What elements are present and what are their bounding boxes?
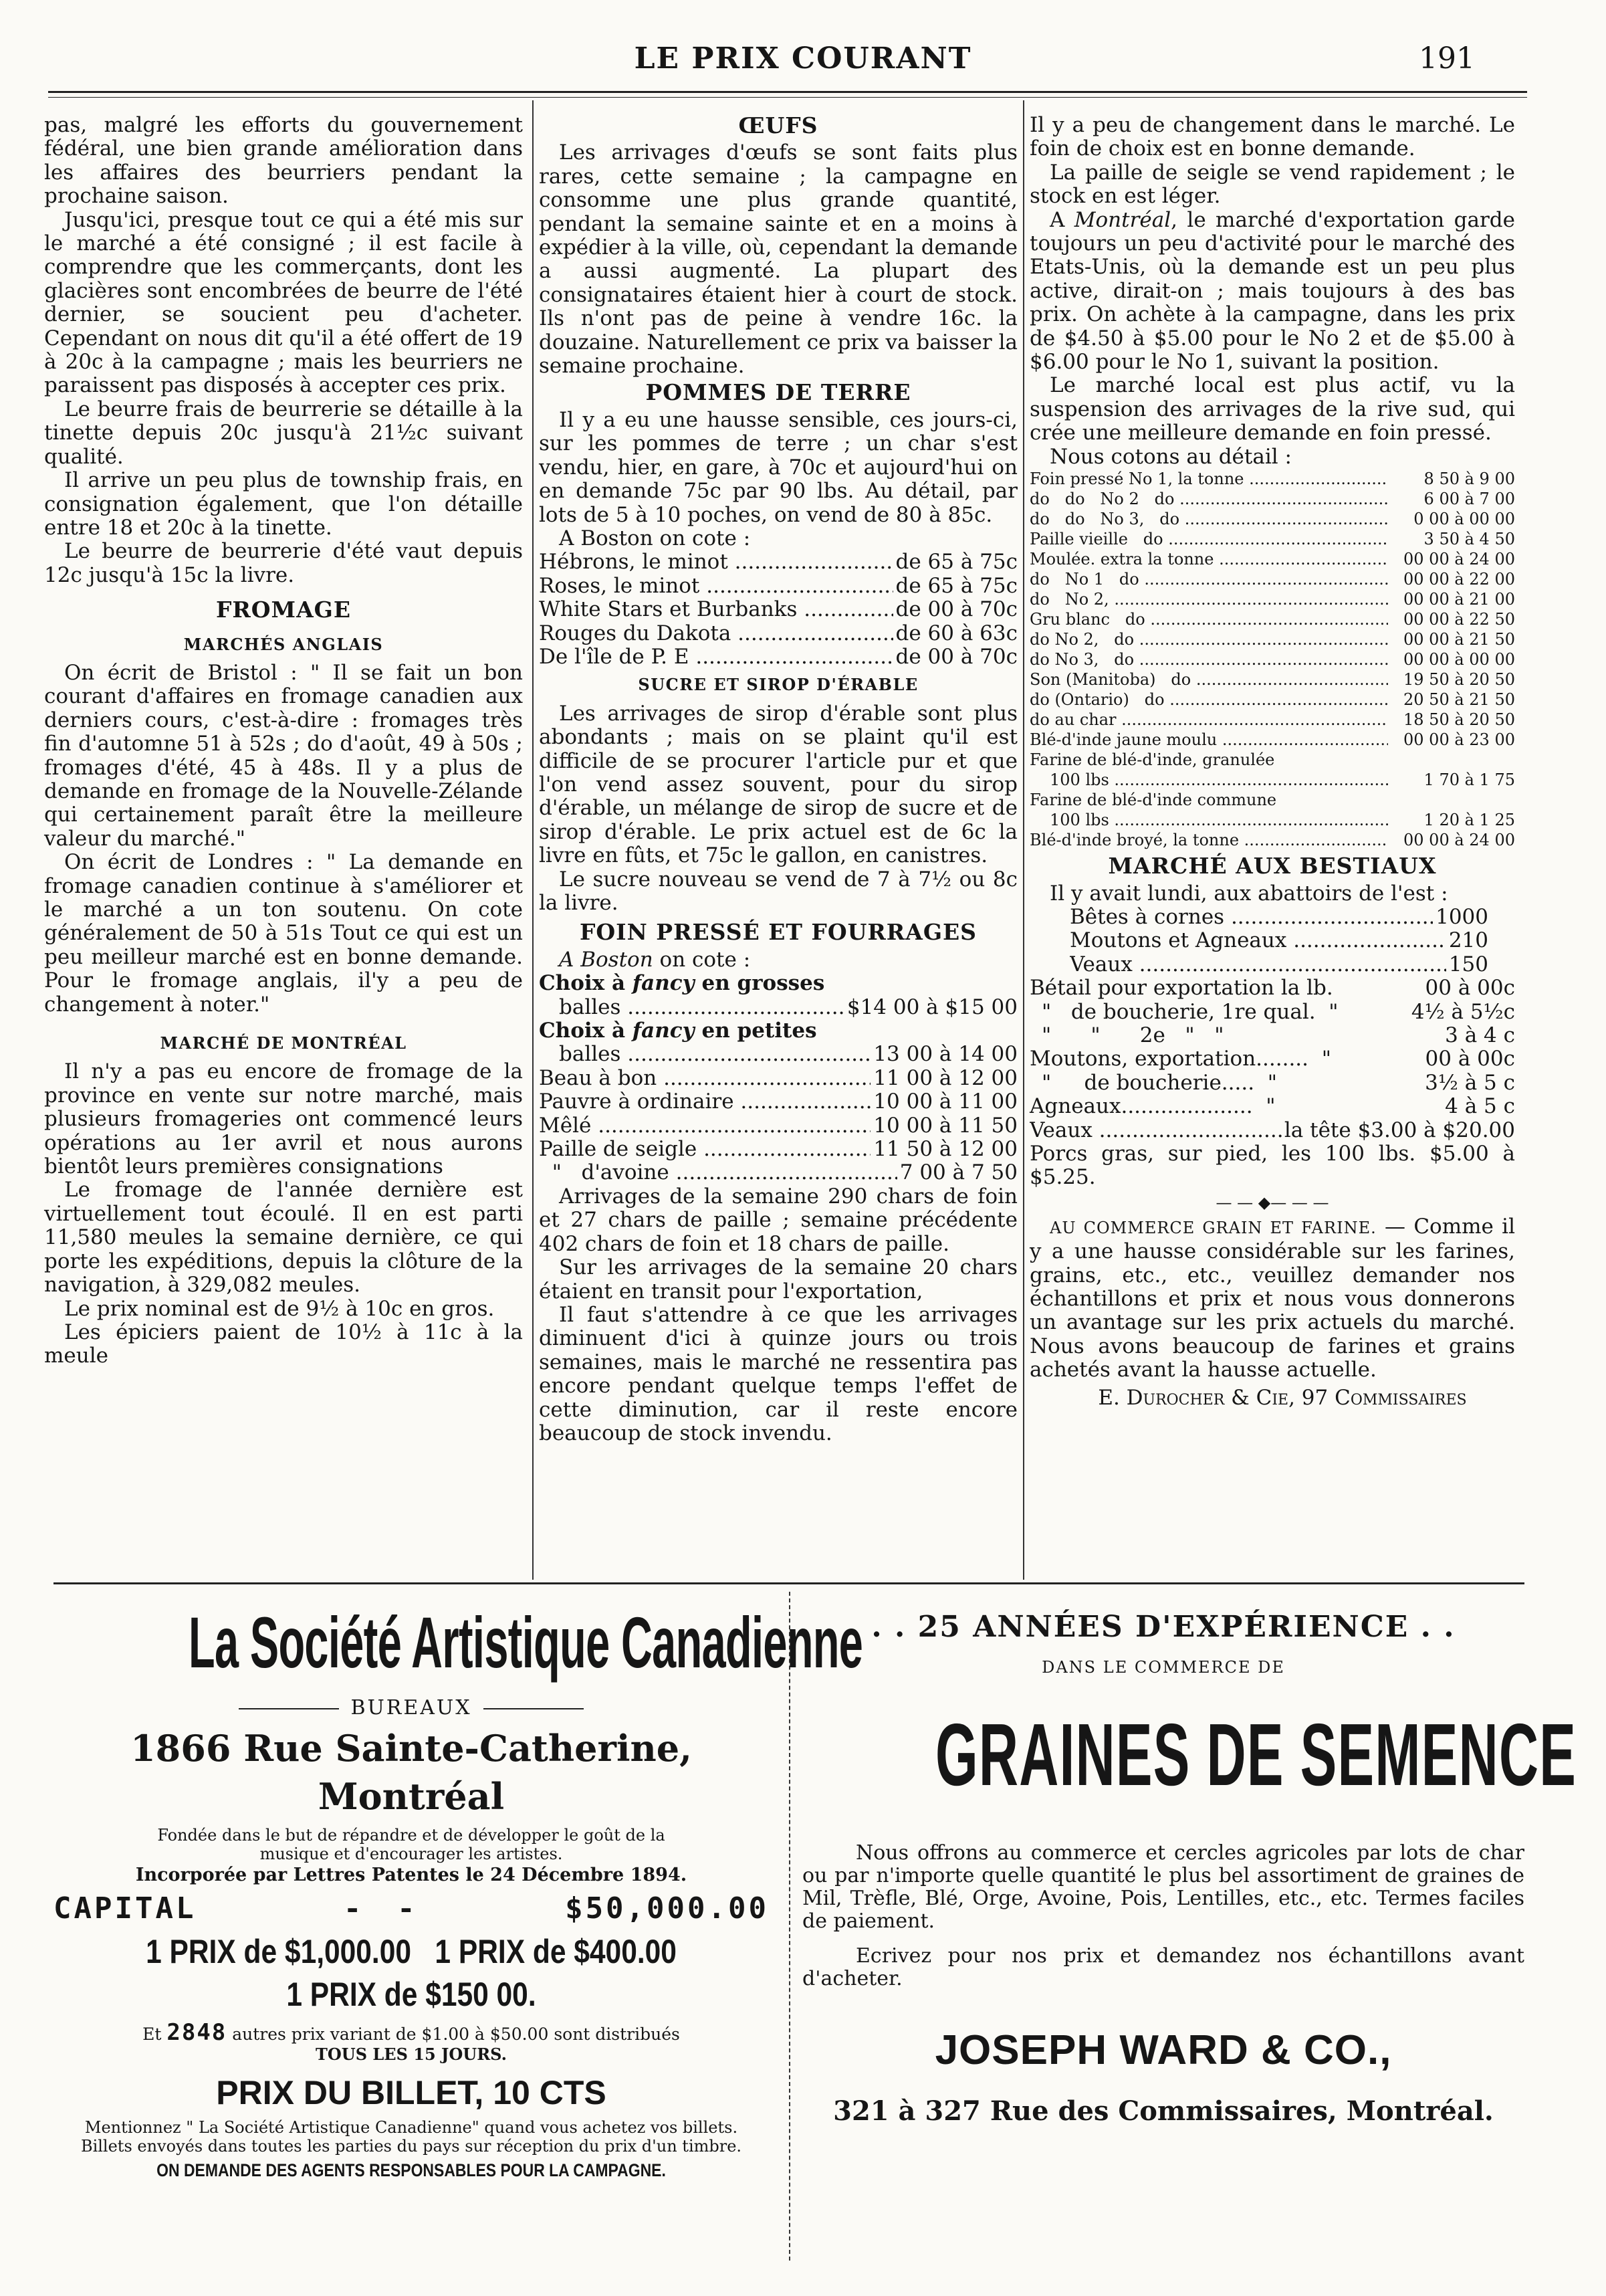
price-row <box>1030 1001 1515 1024</box>
price-label: Moutons et Agneaux ..... <box>1070 929 1446 952</box>
potatoes-paragraph: Il y a eu une hausse sensible, ces jours-ci, sur les pommes de terre ; un char s'est vendu, hier, en gare, à 70c et aujourd'hui on en demande 75c par 90 lbs. Au détail, par lots de 5 à 10 poches, on vend de 80 à 85c. <box>539 407 1018 527</box>
subheading-marche-montreal: MARCHÉ DE MONTRÉAL <box>160 1033 407 1053</box>
price-value: de 00 à 70c <box>895 644 1018 669</box>
price-value: $14 00 à $15 00 <box>846 995 1018 1019</box>
table-label: 100 lbs ..... <box>1050 810 1388 830</box>
price-label: " d'avoine ..... <box>539 1161 897 1184</box>
ad-et: Et <box>142 2024 162 2044</box>
table-label: do No 1 do ..... <box>1030 569 1388 589</box>
price-label: Bétail pour exportation la lb. <box>1030 976 1333 1001</box>
table-row <box>1030 690 1515 710</box>
price-row <box>539 1161 1018 1184</box>
table-label: do No 2, ..... <box>1030 589 1388 609</box>
table-value: 00 00 à 22 50 <box>1403 610 1515 629</box>
table-value: 0 00 à 00 00 <box>1413 510 1515 529</box>
divider-line <box>239 1708 339 1709</box>
hay-label-fancy: fancy <box>632 971 695 996</box>
table-value: 1 20 à 1 25 <box>1423 811 1515 830</box>
section-heading-fromage: FROMAGE <box>215 597 352 623</box>
price-label: Bêtes à cornes ..... <box>1070 906 1433 929</box>
table-label: 100 lbs ..... <box>1050 770 1388 790</box>
price-label: Agneaux.................... " <box>1030 1094 1276 1119</box>
price-value: 3½ à 5 c <box>1425 1070 1515 1095</box>
signature: E. Durocher & Cie, 97 Commissaires <box>1098 1385 1467 1410</box>
livestock-intro: Il y avait lundi, aux abattoirs de l'est : <box>1050 881 1448 906</box>
cotons-label: Nous cotons au détail : <box>1050 444 1292 469</box>
price-row <box>539 550 1018 574</box>
divider-line <box>483 1708 584 1709</box>
table-label: Gru blanc do ..... <box>1030 609 1388 629</box>
text-italic: Montréal <box>1074 207 1171 232</box>
price-label: Veaux ..... <box>1070 953 1446 976</box>
table-label: Blé-d'inde broyé, la tonne ..... <box>1030 830 1388 850</box>
eggs-paragraph: Les arrivages d'œufs se sont faits plus rares, cette semaine ; la campagne en consomme une plus grande quantité, pendant la semaine sainte et en a moins à expédier à la ville, où, cependant la demande a aussi augmenté. La plupart des consignataires étaient hier à court de stock. Ils n'ont pas de peine à vendre 16c. la douzaine. Naturellement ce prix va baisser la semaine prochaine. <box>539 140 1018 379</box>
hay-choix-petites <box>539 1019 1018 1043</box>
table-value: 18 50 à 20 50 <box>1403 710 1515 730</box>
price-row <box>539 1067 1018 1090</box>
table-row <box>1030 669 1515 690</box>
table-row <box>1030 589 1515 609</box>
price-value: de 00 à 70c <box>895 597 1018 622</box>
cheese-paragraph: On écrit de Londres : " La demande en fromage canadien continue à s'améliorer et le marché a un ton soutenu. On cote généralement de 50 à 51s Tout ce qui est un peu meilleur marché est en bonne demande. Pour le fromage anglais, il'y a peu de changement à noter." <box>44 850 523 1017</box>
table-row <box>1030 549 1515 569</box>
ad-other-prizes <box>40 2021 782 2046</box>
table-value: 6 00 à 7 00 <box>1423 490 1515 509</box>
section-heading-sucre-sirop: SUCRE ET SIROP D'ÉRABLE <box>638 675 919 695</box>
hay-price-list <box>539 1067 1018 1185</box>
column-1 <box>44 114 523 1368</box>
butter-paragraph: Le beurre frais de beurrerie se détaille à la tinette depuis 20c jusqu'à 21½c suivant qualité. <box>44 397 523 469</box>
table-label: do (Ontario) do ..... <box>1030 690 1388 710</box>
table-label: Moulée. extra la tonne ..... <box>1030 549 1388 569</box>
price-row <box>539 996 1018 1019</box>
price-label: Moutons, exportation........ " <box>1030 1047 1331 1071</box>
commerce-paragraph <box>1030 1215 1515 1382</box>
table-label: Son (Manitoba) do ..... <box>1030 669 1388 690</box>
table-value: 00 00 à 24 00 <box>1403 831 1515 850</box>
boston-italic: A Boston <box>559 947 653 972</box>
ad-sub: DANS LE COMMERCE DE <box>1042 1658 1285 1677</box>
livestock-prices <box>1030 976 1515 1142</box>
price-label: White Stars et Burbanks ..... <box>539 598 893 621</box>
price-label: Mêlé ..... <box>539 1114 871 1138</box>
price-value: 00 à 00c <box>1425 1047 1515 1071</box>
ad-prizes-line1 <box>96 1930 727 1973</box>
price-value: de 65 à 75c <box>895 573 1018 598</box>
ads-vertical-separator <box>789 1592 790 2261</box>
price-value: 4 à 5 c <box>1445 1094 1515 1119</box>
ornament-divider: — — ◆— — — <box>1216 1192 1329 1212</box>
market-paragraph: Il y a peu de changement dans le marché. Le foin de choix est en bonne demande. <box>1030 113 1515 161</box>
table-row <box>1030 609 1515 629</box>
price-value: 4½ à 5½c <box>1411 999 1515 1024</box>
ad-bureaux-line <box>40 1695 782 1721</box>
table-value: 8 50 à 9 00 <box>1423 469 1515 489</box>
price-row <box>1030 1095 1515 1118</box>
price-label: Beau à bon ..... <box>539 1067 871 1090</box>
column-separator-2 <box>1023 100 1024 1580</box>
ad-headline: . . 25 ANNÉES D'EXPÉRIENCE . . <box>871 1610 1456 1644</box>
page-header-title: LE PRIX COURANT <box>634 41 972 76</box>
ad-prize: 1 PRIX de $400.00 <box>435 1933 677 1970</box>
ad-address: 1866 Rue Sainte-Catherine, Montréal <box>130 1727 692 1818</box>
table-row: Farine de blé-d'inde commune <box>1030 791 1277 810</box>
ad-other-count: 2848 <box>166 2019 227 2046</box>
ad-offer: Nous offrons au commerce et cercles agricoles par lots de char ou par n'importe quelle quantité le plus bel assortiment de graines de Mil, Trèfle, Blé, Orge, Avoine, Pois, Lentilles, etc., etc. Termes faciles de paiement. <box>802 1841 1524 1933</box>
table-value: 1 70 à 1 75 <box>1423 770 1515 790</box>
table-row <box>1030 509 1515 529</box>
price-label: " de boucherie, 1re qual. " <box>1042 999 1339 1024</box>
commerce-text: — Comme il y a une hausse considérable sur les farines, grains, etc., etc., veuillez demander nos échantillons et prix et nous vous donnerons un avantage sur les prix actuels du marché. Nous avons beaucoup de farines et grains achetés avant la hausse actuelle. <box>1030 1214 1515 1382</box>
ad-societe-artistique <box>40 1592 863 2185</box>
price-row <box>1030 1071 1515 1095</box>
header-rule <box>48 91 1527 93</box>
price-label: Paille de seigle ..... <box>539 1138 871 1161</box>
price-value: 1000 <box>1436 904 1488 929</box>
price-value: de 60 à 63c <box>895 621 1018 645</box>
price-label: " " 2e " " <box>1042 1023 1224 1047</box>
price-row <box>539 1090 1018 1114</box>
table-label: do au char ..... <box>1030 710 1388 730</box>
table-row <box>1030 529 1515 549</box>
table-row <box>1030 710 1515 730</box>
table-row: Farine de blé-d'inde, granulée <box>1030 750 1275 770</box>
market-paragraph <box>1030 209 1515 375</box>
cheese-paragraph: On écrit de Bristol : " Il se fait un bon courant d'affaires en fromage canadien aux derniers cours, c'est-à-dire : fromages très fin d'automne 51 à 52s ; do d'août, 49 à 50s ; fromages d'été, 45 à 48s. Il y a plus de demande en fromage de la Nouvelle-Zélande qui certainement paraît être la meilleure valeur du marché." <box>44 660 523 851</box>
ad-prize: 1 PRIX de $150 00. <box>286 1976 536 2013</box>
butter-paragraph: Il arrive un peu plus de township frais, en consignation également, que l'on détaille entre 18 et 20c à la tinette. <box>44 468 523 540</box>
hay-label: en petites <box>694 1019 817 1043</box>
table-value: 20 50 à 21 50 <box>1403 690 1515 710</box>
butter-paragraph: Jusqu'ici, presque tout ce qui a été mis sur le marché a été consigné ; il est facile à comprendre que les commerçants, dont les glacières sont encombrées de beurre de l'été dernier, se soucient peu d'acheter. Cependant on nous dit qu'il a été offert de 19 à 20c à la campagne ; mais les beurriers ne paraissent pas disposés à accepter ces prix. <box>44 207 523 398</box>
price-row <box>539 645 1018 669</box>
section-heading-bestiaux: MARCHÉ AUX BESTIAUX <box>1108 853 1437 879</box>
table-row <box>1030 629 1515 649</box>
ad-write: Ecrivez pour nos prix et demandez nos échantillons avant d'acheter. <box>802 1944 1524 1990</box>
table-label: Foin pressé No 1, la tonne ..... <box>1030 469 1388 489</box>
boston-label <box>539 948 1018 972</box>
price-label: Veaux ..... <box>1030 1119 1282 1142</box>
ad-title: La Société Artistique Canadienne <box>189 1602 863 1683</box>
price-value: la tête $3.00 à $20.00 <box>1284 1118 1515 1142</box>
price-label: balles ..... <box>559 996 844 1019</box>
column-2 <box>539 114 1018 1445</box>
table-value: 00 00 à 23 00 <box>1403 730 1515 750</box>
ad-bureaux: BUREAUX <box>350 1696 472 1719</box>
potato-price-list <box>539 550 1018 669</box>
price-value: 3 à 4 c <box>1445 1023 1515 1047</box>
table-row <box>1030 489 1515 509</box>
hay-label: Choix à <box>539 1019 633 1043</box>
price-value: 13 00 à 14 00 <box>873 1042 1018 1067</box>
cheese-paragraph: Il n'y a pas eu encore de fromage de la province en vente sur notre marché, mais plusieurs fromageries ont commencé leurs opérations au 1er avril et nous aurons bientôt leurs premières consignations <box>44 1059 523 1179</box>
section-heading-foin: FOIN PRESSÉ ET FOURRAGES <box>579 919 977 946</box>
cheese-paragraph: Le fromage de l'année dernière est virtuellement tout écoulé. Il en est parti 11,580 meules la semaine dernière, ce qui porte les expéditions, depuis la clôture de la navigation, à 329,082 meules. <box>44 1178 523 1297</box>
column-3 <box>1030 114 1515 1410</box>
maple-paragraph: Les arrivages de sirop d'érable sont plus abondants ; mais on se plaint qu'il est difficile de se procurer l'article pur et que l'on vend assez souvent, pour du sirop d'érable, un mélange de sirop de sucre et de sirop d'érable. Le prix actuel est de 6c la livre en fûts, et 75c le gallon, en canistres. <box>539 701 1018 868</box>
price-value: 11 50 à 12 00 <box>873 1137 1018 1162</box>
table-value: 00 00 à 22 00 <box>1403 570 1515 589</box>
table-value: 19 50 à 20 50 <box>1403 670 1515 690</box>
table-value: 3 50 à 4 50 <box>1423 530 1515 549</box>
cheese-paragraph: Les épiciers paient de 10½ à 11c à la meule <box>44 1320 523 1368</box>
table-value: 00 00 à 00 00 <box>1403 650 1515 669</box>
cheese-paragraph: Le prix nominal est de 9½ à 10c en gros. <box>64 1296 495 1321</box>
price-value: 00 à 00c <box>1425 976 1515 1001</box>
text: , le marché d'exportation garde toujours un peu d'activité pour le marché des Etats-Unis, où la demande est un peu plus active, dirait-on ; mais toujours à des bas prix. On achète à la campagne, dans les prix de $4.50 à $5.00 pour le No 2 et de $5.00 à $6.00 pour le No 1, suivant la position. <box>1030 207 1515 375</box>
price-value: 150 <box>1448 952 1488 976</box>
price-row <box>539 598 1018 621</box>
price-label: Pauvre à ordinaire ..... <box>539 1090 871 1114</box>
butter-paragraph: Le beurre de beurrerie d'été vaut depuis 12c jusqu'à 15c la livre. <box>44 539 523 587</box>
price-label: Roses, le minot ..... <box>539 575 893 598</box>
market-paragraph: La paille de seigle se vend rapidement ; le stock en est léger. <box>1030 160 1515 209</box>
boston-label: A Boston on cote : <box>559 526 751 550</box>
ad-big-title: GRAINES DE SEMENCE <box>935 1705 1577 1804</box>
table-row <box>1030 810 1515 830</box>
table-label: do do No 3, do ..... <box>1030 509 1388 529</box>
price-row <box>1070 906 1488 929</box>
table-label: do No 3, do ..... <box>1030 649 1388 669</box>
table-value: 00 00 à 24 00 <box>1403 550 1515 569</box>
price-value: 10 00 à 11 50 <box>873 1113 1018 1138</box>
ad-capital-dash: - - <box>346 1891 415 1925</box>
hay-choix-grosses <box>539 972 1018 995</box>
hay-paragraph: Il faut s'attendre à ce que les arrivages diminuent d'ici à quinze jours ou trois semaines, mais le marché ne ressentira pas encore pendant quelque temps l'effet de cette diminution, car il reste encore beaucoup de stock invendu. <box>539 1302 1018 1445</box>
table-label: Blé-d'inde jaune moulu ..... <box>1030 730 1388 750</box>
page-number: 191 <box>1419 41 1475 76</box>
market-paragraph: Le marché local est plus actif, vu la suspension des arrivages de la rive sud, qui crée une meilleure demande en foin pressé. <box>1030 373 1515 445</box>
porcs-line: Porcs gras, sur pied, les 100 lbs. $5.00 à $5.25. <box>1030 1141 1515 1190</box>
table-row <box>1030 770 1515 790</box>
ad-founded: Fondée dans le but de répandre et de développer le goût de la musique et d'encourager les artistes. <box>157 1826 665 1863</box>
arrivals-list <box>1030 906 1515 976</box>
price-row <box>1070 953 1488 976</box>
maple-paragraph: Le sucre nouveau se vend de 7 à 7½ ou 8c la livre. <box>539 867 1018 915</box>
ad-tous: TOUS LES 15 JOURS. <box>316 2045 507 2064</box>
table-row <box>1030 649 1515 669</box>
price-row <box>1070 929 1488 952</box>
section-heading-pommes-de-terre: POMMES DE TERRE <box>645 379 911 406</box>
ad-other-text: autres prix variant de $1.00 à $50.00 sont distribués <box>232 2024 680 2044</box>
table-row <box>1030 569 1515 589</box>
header-rule-thin <box>48 97 1527 98</box>
price-label: balles ..... <box>559 1043 871 1066</box>
section-heading-oeufs: ŒUFS <box>738 112 818 138</box>
hay-label: en grosses <box>694 971 825 996</box>
price-row <box>539 1138 1018 1161</box>
price-label: Rouges du Dakota ..... <box>539 622 893 645</box>
price-label: De l'île de P. E ..... <box>539 645 893 669</box>
table-row <box>1030 469 1515 489</box>
price-value: de 65 à 75c <box>895 550 1018 575</box>
table-label: Paille vieille do ..... <box>1030 529 1388 549</box>
retail-price-table <box>1030 469 1515 850</box>
price-row <box>539 622 1018 645</box>
hay-label-fancy: fancy <box>632 1019 695 1043</box>
commerce-heading: AU COMMERCE GRAIN ET FARINE. <box>1050 1218 1377 1237</box>
subheading-marches-anglais: MARCHÉS ANGLAIS <box>183 634 384 654</box>
ad-company: JOSEPH WARD & CO., <box>935 2027 1392 2073</box>
table-value: 00 00 à 21 00 <box>1403 590 1515 609</box>
price-row <box>1030 1047 1515 1071</box>
price-row <box>1030 1119 1515 1142</box>
price-value: 10 00 à 11 00 <box>873 1089 1018 1114</box>
ads-separator <box>53 1582 1524 1584</box>
price-value: 210 <box>1448 928 1488 953</box>
ad-prize: 1 PRIX de $1,000.00 <box>146 1933 411 1970</box>
price-value: 11 00 à 12 00 <box>873 1065 1018 1090</box>
ad-agents: ON DEMANDE DES AGENTS RESPONSABLES POUR LA CAMPAGNE. <box>156 2160 666 2180</box>
ad-capital-label: CAPITAL <box>53 1891 197 1925</box>
boston-rest: on cote : <box>653 947 751 972</box>
ad-ticket: PRIX DU BILLET, 10 CTS <box>216 2074 606 2111</box>
ad-capital-row <box>40 1887 782 1930</box>
ad-incorporated: Incorporée par Lettres Patentes le 24 Décembre 1894. <box>135 1865 687 1885</box>
ad-company-address: 321 à 327 Rue des Commissaires, Montréal. <box>833 2095 1494 2127</box>
table-row <box>1030 730 1515 750</box>
column-separator-1 <box>532 100 534 1580</box>
price-row <box>539 575 1018 598</box>
butter-paragraph: pas, malgré les efforts du gouvernement fédéral, une bien grande amélioration dans les affaires des beurriers pendant la prochaine saison. <box>44 113 523 209</box>
price-label: Hébrons, le minot ..... <box>539 550 893 574</box>
price-row <box>539 1043 1018 1066</box>
ad-graines-de-semence <box>796 1592 1577 2135</box>
ad-capital-value: $50,000.00 <box>565 1891 769 1925</box>
table-value: 00 00 à 21 50 <box>1403 630 1515 649</box>
price-label: " de boucherie..... " <box>1042 1070 1278 1095</box>
table-label: do do No 2 do ..... <box>1030 489 1388 509</box>
text: A <box>1050 207 1074 232</box>
price-value: 7 00 à 7 50 <box>899 1160 1018 1185</box>
table-row <box>1030 830 1515 850</box>
hay-label: Choix à <box>539 971 633 996</box>
hay-paragraph: Sur les arrivages de la semaine 20 chars étaient en transit pour l'exportation, <box>539 1255 1018 1303</box>
ad-mention: Mentionnez " La Société Artistique Canadienne" quand vous achetez vos billets. Billets envoyés dans toutes les parties du pays sur réception du prix d'un timbre. <box>80 2118 742 2156</box>
price-row <box>1030 976 1515 1000</box>
price-row <box>1030 1024 1515 1047</box>
table-label: do No 2, do ..... <box>1030 629 1388 649</box>
hay-paragraph: Arrivages de la semaine 290 chars de foin et 27 chars de paille ; semaine précédente 402 chars de foin et 18 chars de paille. <box>539 1184 1018 1256</box>
price-row <box>539 1114 1018 1138</box>
